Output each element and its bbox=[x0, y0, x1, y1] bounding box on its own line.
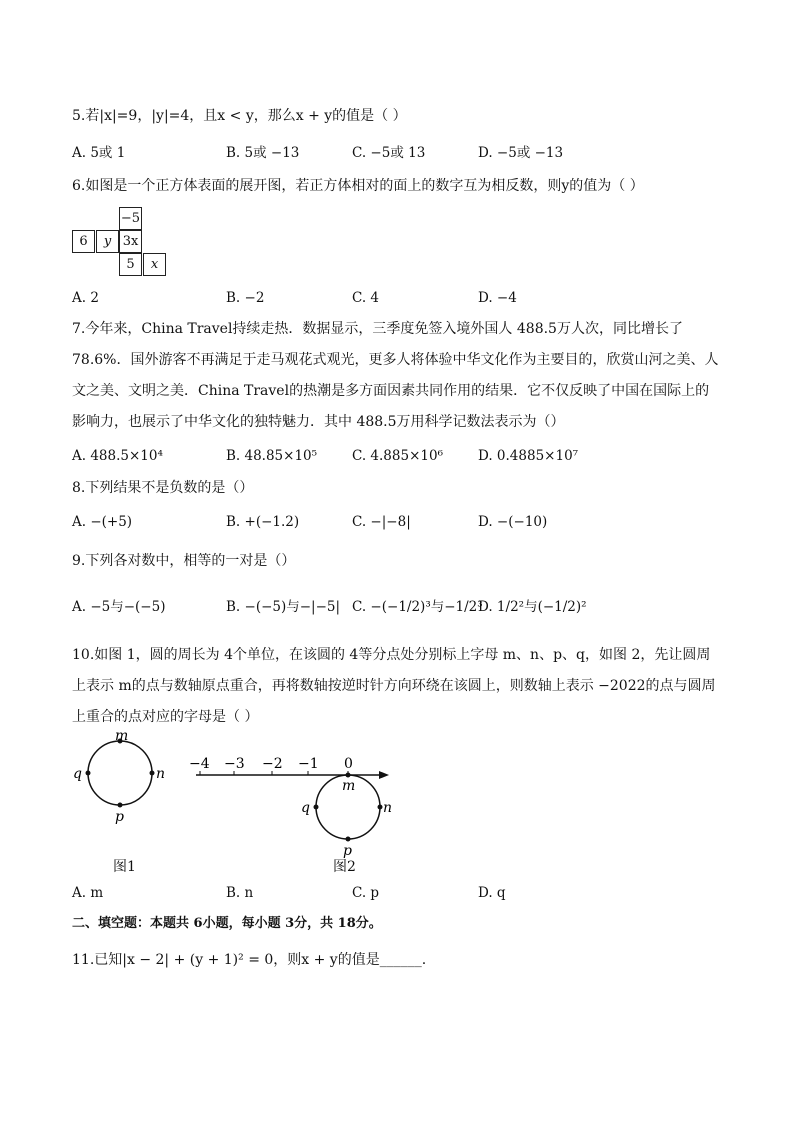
tick-label: −1 bbox=[298, 756, 319, 772]
tick-label: −3 bbox=[224, 756, 245, 772]
question-9: 9.下列各对数中，相等的一对是（） bbox=[72, 553, 296, 569]
question-6: 6.如图是一个正方体表面的展开图，若正方体相对的面上的数字互为相反数，则y的值为（ ） bbox=[72, 178, 644, 194]
q10-option-d: D. q bbox=[478, 885, 506, 901]
q8-option-c: C. −|−8| bbox=[352, 514, 411, 530]
figure-2 bbox=[186, 752, 406, 862]
label-p: p bbox=[343, 843, 352, 859]
q9-option-b: B. −(−5)与−|−5| bbox=[226, 599, 341, 615]
q6-option-d: D. −4 bbox=[478, 290, 517, 306]
q8-option-d: D. −(−10) bbox=[478, 514, 548, 530]
q5-option-a: A. 5或 1 bbox=[72, 145, 126, 161]
net-cell-3x: 3x bbox=[119, 230, 142, 253]
q5-option-b: B. 5或 −13 bbox=[226, 145, 300, 161]
label-m: m bbox=[342, 778, 356, 794]
q5-option-c: C. −5或 13 bbox=[352, 145, 426, 161]
cube-net bbox=[72, 207, 167, 277]
point-n bbox=[378, 805, 383, 810]
figure-1 bbox=[72, 730, 172, 850]
figure-2-caption: 图2 bbox=[333, 859, 356, 875]
label-q: q bbox=[301, 800, 310, 816]
q6-option-a: A. 2 bbox=[72, 290, 99, 306]
label-p: p bbox=[115, 809, 124, 825]
net-cell-x: x bbox=[143, 253, 166, 276]
question-7: 7.今年来，China Travel持续走热．数据显示，三季度免签入境外国人 488.5万人次，同比增长了 78.6%．国外游客不再满足于走马观花式观光，更多人将体验中华文化作为主要目的，欣赏山河之美、人文之美、文明之美．China Travel的热潮是多方面因素共同作用的结果．它不仅反映了中国在国际上的影响力，也展示了中华文化的独特魅力．其中 488.5万用科学记数法表示为（） bbox=[72, 321, 719, 430]
q8-option-a: A. −(+5) bbox=[72, 514, 133, 530]
net-cell-y: y bbox=[96, 230, 119, 253]
number-line-arrow bbox=[379, 771, 389, 779]
question-8: 8.下列结果不是负数的是（） bbox=[72, 480, 254, 496]
q6-option-c: C. 4 bbox=[352, 290, 380, 306]
q10-option-b: B. n bbox=[226, 885, 254, 901]
q7-option-b: B. 48.85×10⁵ bbox=[226, 448, 318, 464]
section-heading: 二、填空题：本题共 6小题，每小题 3分，共 18分。 bbox=[72, 916, 382, 931]
point-q bbox=[86, 771, 91, 776]
q10-option-c: C. p bbox=[352, 885, 380, 901]
net-cell-top: −5 bbox=[119, 207, 142, 230]
point-p bbox=[346, 837, 351, 842]
q9-option-d: D. 1/2²与(−1/2)² bbox=[478, 599, 587, 615]
tick-label: 0 bbox=[344, 756, 353, 772]
circle-fig1 bbox=[88, 741, 152, 805]
q6-option-b: B. −2 bbox=[226, 290, 265, 306]
tick-label: −4 bbox=[189, 756, 210, 772]
question-11: 11.已知|x − 2| + (y + 1)² = 0，则x + y的值是______. bbox=[72, 952, 427, 968]
figure-1-caption: 图1 bbox=[113, 859, 136, 875]
q9-option-c: C. −(−1/2)³与−1/2³ bbox=[352, 599, 483, 615]
q8-option-b: B. +(−1.2) bbox=[226, 514, 300, 530]
point-q bbox=[314, 805, 319, 810]
net-cell-5: 5 bbox=[119, 253, 142, 276]
q7-option-d: D. 0.4885×10⁷ bbox=[478, 448, 579, 464]
q10-option-a: A. m bbox=[72, 885, 104, 901]
q9-option-a: A. −5与−(−5) bbox=[72, 599, 166, 615]
label-n: n bbox=[383, 800, 393, 816]
point-p bbox=[118, 803, 123, 808]
label-n: n bbox=[156, 766, 166, 782]
label-m: m bbox=[115, 730, 129, 744]
question-5: 5.若|x|=9，|y|=4，且x < y，那么x + y的值是（ ） bbox=[72, 108, 407, 124]
net-cell-6: 6 bbox=[72, 230, 95, 253]
tick-label: −2 bbox=[262, 756, 283, 772]
q7-option-c: C. 4.885×10⁶ bbox=[352, 448, 443, 464]
label-q: q bbox=[73, 766, 82, 782]
point-m bbox=[346, 773, 351, 778]
q5-option-d: D. −5或 −13 bbox=[478, 145, 564, 161]
question-10: 10.如图 1，圆的周长为 4个单位，在该圆的 4等分点处分别标上字母 m、n、p、q，如图 2，先让圆周上表示 m的点与数轴原点重合，再将数轴按逆时针方向环绕在该圆上，则数轴上表示 −2022的点与圆周上重合的点对应的字母是（ ） bbox=[72, 647, 716, 725]
q7-option-a: A. 488.5×10⁴ bbox=[72, 448, 163, 464]
point-n bbox=[150, 771, 155, 776]
